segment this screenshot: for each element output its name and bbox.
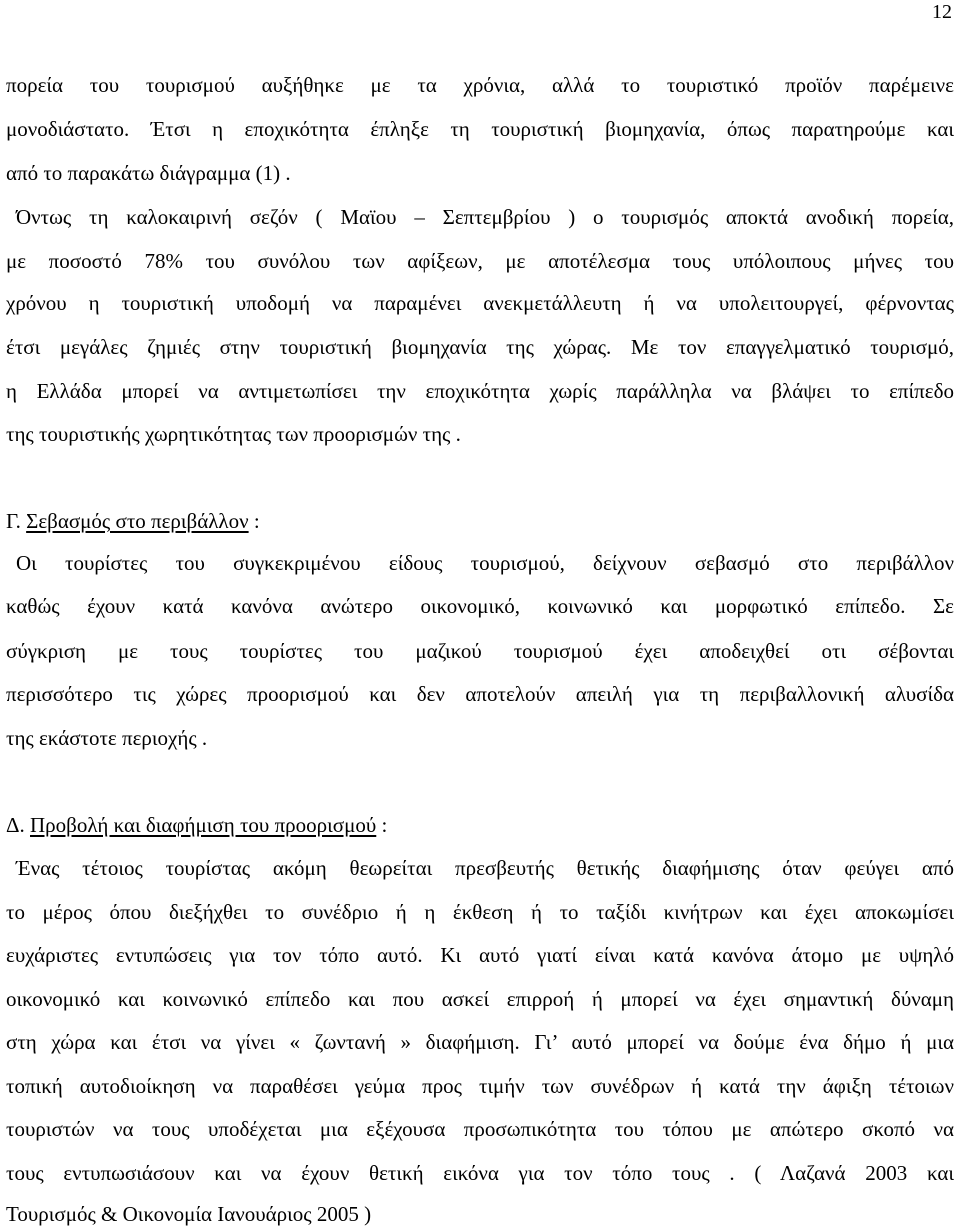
section-colon: :: [248, 509, 260, 533]
section-heading-environment: [6, 508, 954, 534]
text-line: μονοδιάστατο. Έτσι η εποχικότητα έπληξε τη τουριστική βιομηχανία, όπως παρατηρούμε και: [6, 117, 954, 141]
text-line: το μέρος όπου διεξήχθει το συνέδριο ή η έκθεση ή το ταξίδι κινήτρων και έχει αποκωμίσει: [6, 900, 954, 924]
section-title: Σεβασμός στο περιβάλλον: [26, 509, 249, 533]
text-line: περισσότερο τις χώρες προορισμού και δεν αποτελούν απειλή για τη περιβαλλονική αλυσίδα: [6, 682, 954, 706]
section-title: Προβολή και διαφήμιση του προορισμού: [30, 813, 377, 837]
text-line: τους εντυπωσιάσουν και να έχουν θετική εικόνα για τον τόπο τους . ( Λαζανά 2003 και: [6, 1161, 954, 1185]
section-letter: Δ.: [6, 813, 25, 837]
page-number: 12: [932, 1, 952, 23]
text-line: έτσι μεγάλες ζημιές στην τουριστική βιομηχανία της χώρας. Με τον επαγγελματικό τουρισμό,: [6, 335, 954, 359]
text-line: χρόνου η τουριστική υποδομή να παραμένει ανεκμετάλλευτη ή να υπολειτουργεί, φέρνοντας: [6, 291, 954, 315]
text-line: πορεία του τουρισμού αυξήθηκε με τα χρόνια, αλλά το τουριστικό προϊόν παρέμεινε: [6, 73, 954, 97]
text-line: τοπική αυτοδιοίκηση να παραθέσει γεύμα προς τιμήν των συνέδρων ή κατά την άφιξη τέτοιων: [6, 1074, 954, 1098]
text-line: της εκάστοτε περιοχής .: [6, 726, 208, 750]
section-colon: :: [376, 813, 388, 837]
text-line: τουριστών να τους υποδέχεται μια εξέχουσα προσωπικότητα του τόπου με απώτερο σκοπό να: [6, 1117, 954, 1141]
text-line: Οι τουρίστες του συγκεκριμένου είδους τουρισμού, δείχνουν σεβασμό στο περιβάλλον: [16, 551, 954, 575]
text-line: ευχάριστες εντυπώσεις για τον τόπο αυτό. Κι αυτό γιατί είναι κατά κανόνα άτομο με υψηλό: [6, 943, 954, 967]
text-line: καθώς έχουν κατά κανόνα ανώτερο οικονομικό, κοινωνικό και μορφωτικό επίπεδο. Σε: [6, 594, 954, 618]
text-line: οικονομικό και κοινωνικό επίπεδο και που ασκεί επιρροή ή μπορεί να έχει σημαντική δύναμη: [6, 987, 954, 1011]
text-line: της τουριστικής χωρητικότητας των προορισμών της .: [6, 422, 461, 446]
text-line: Όντως τη καλοκαιρινή σεζόν ( Μαϊου – Σεπτεμβρίου ) ο τουρισμός αποκτά ανοδική πορεία,: [16, 205, 954, 229]
text-line: η Ελλάδα μπορεί να αντιμετωπίσει την εποχικότητα χωρίς παράλληλα να βλάψει το επίπεδο: [6, 379, 954, 403]
section-letter: Γ.: [6, 509, 21, 533]
text-line: από το παρακάτω διάγραμμα (1) .: [6, 161, 291, 185]
text-line: σύγκριση με τους τουρίστες του μαζικού τουρισμού έχει αποδειχθεί οτι σέβονται: [6, 639, 954, 663]
text-line: με ποσοστό 78% του συνόλου των αφίξεων, με αποτέλεσμα τους υπόλοιπους μήνες του: [6, 249, 954, 273]
text-line: στη χώρα και έτσι να γίνει « ζωντανή » διαφήμιση. Γι’ αυτό μπορεί να δούμε ένα δήμο ή μια: [6, 1030, 954, 1054]
text-line: Τουρισμός & Οικονομία Ιανουάριος 2005 ): [6, 1202, 372, 1226]
text-line: Ένας τέτοιος τουρίστας ακόμη θεωρείται πρεσβευτής θετικής διαφήμισης όταν φεύγει από: [16, 856, 954, 880]
section-heading-promotion: [6, 812, 954, 838]
